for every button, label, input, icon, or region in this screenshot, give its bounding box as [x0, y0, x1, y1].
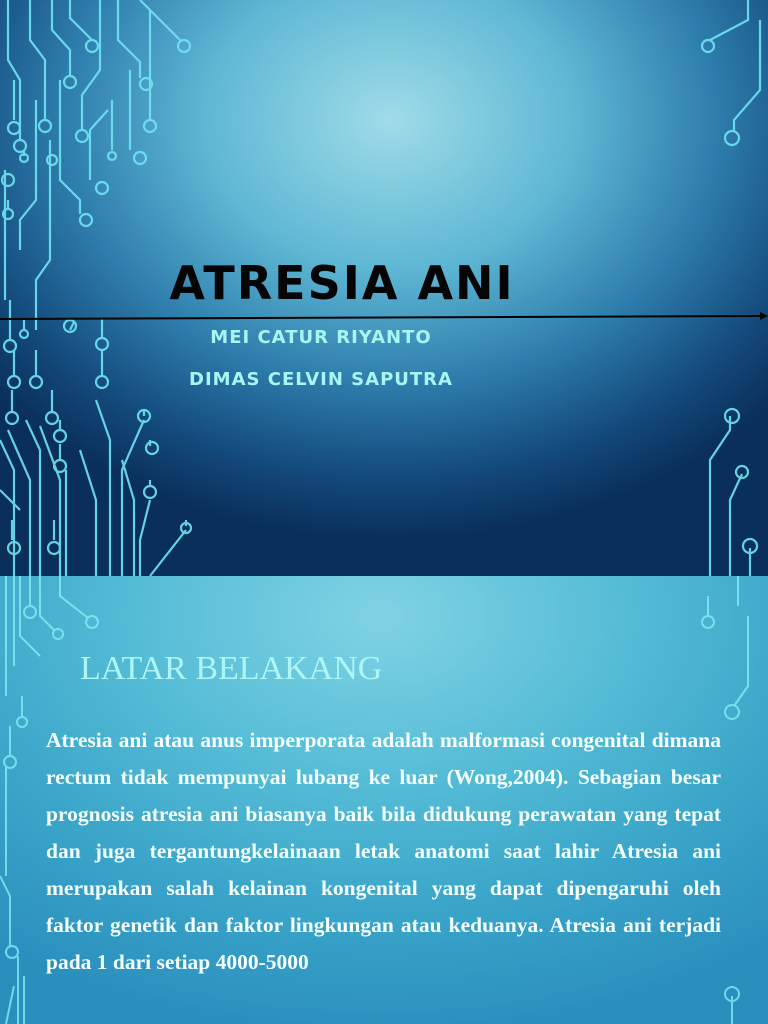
- slide-title: ATRESIA ANI: [169, 256, 515, 310]
- body-paragraph: Atresia ani atau anus imperporata adalah malformasi congenital dimana rectum tidak mempunyai lubang ke luar (Wong,2004). Sebagian besar prognosis atresia ani biasanya baik bila didukung perawatan yang tepat dan juga tergantungkelainaan letak anatomi saat lahir Atresia ani merupakan salah kelainan kongenital yang dapat dipengaruhi oleh faktor genetik dan faktor lingkungan atau keduanya. Atresia ani terjadi pada 1 dari setiap 4000-5000: [46, 728, 721, 974]
- section-heading: LATAR BELAKANG: [80, 650, 383, 687]
- author-name: MEI CATUR RIYANTO: [210, 327, 432, 348]
- title-underline: [0, 312, 768, 324]
- author-name: DIMAS CELVIN SAPUTRA: [189, 369, 453, 390]
- content-slide: [0, 576, 768, 1024]
